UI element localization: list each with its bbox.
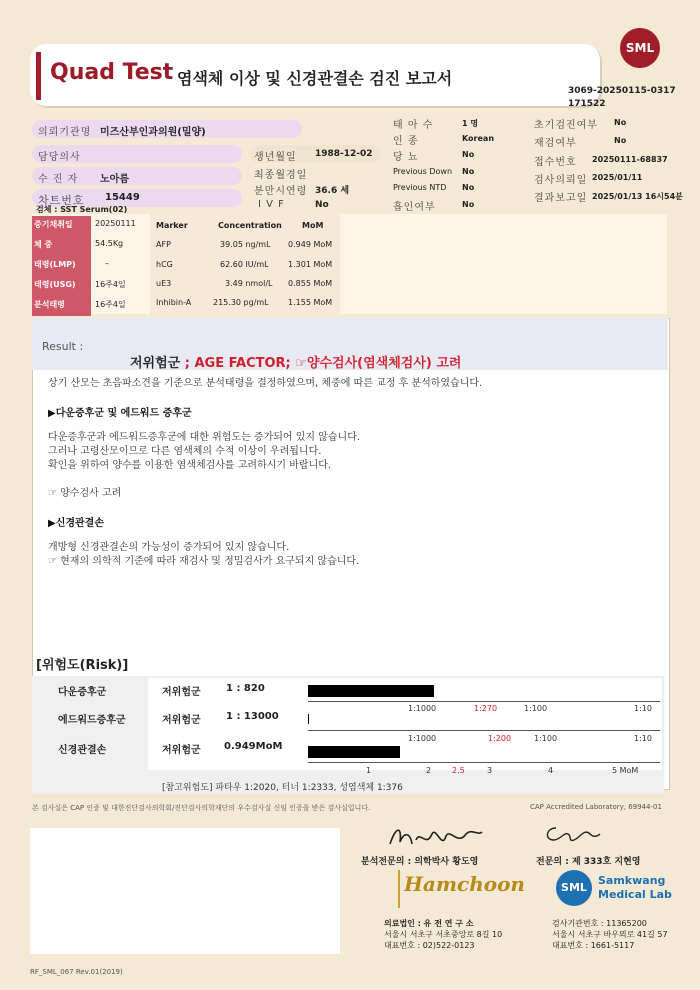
institution-value: 미즈산부인과의원(밀양) [100, 127, 206, 138]
measure-label: 분석태령 [32, 296, 91, 316]
risk-value: 1 : 820 [226, 683, 265, 694]
risk-level: 저위험군 [162, 687, 201, 698]
section-down-line-3: 확인을 위하여 양수를 이용한 염색체검사를 고려하시기 바랍니다. [48, 460, 332, 471]
measure-rows [32, 216, 150, 316]
marker-conc: 39.05 ng/mL [220, 240, 271, 249]
prevbirth-label: 최종월경일 [254, 170, 308, 181]
race-label: 인 종 [393, 136, 419, 147]
marker-mom: 1.155 MoM [288, 298, 333, 307]
mom-header: MoM [302, 221, 324, 230]
scale-label: 2 [426, 766, 432, 775]
diabetes-value: No [462, 150, 475, 159]
risk-axis [308, 730, 660, 731]
risk-value: 0.949MoM [224, 741, 283, 752]
hamchoon-logo-icon [398, 870, 400, 908]
lab2-line1: 검사기관번호 : 11365200 [552, 919, 647, 928]
risk-name: 에드워드증후군 [58, 715, 126, 726]
measure-row [32, 296, 150, 316]
samkwang-logo-text [598, 874, 672, 902]
risk-axis [308, 762, 660, 763]
marker-conc: 62.60 IU/mL [220, 260, 269, 269]
footer-cap-note: CAP Accredited Laboratory, 69944-01 [530, 803, 662, 811]
marker-conc: 215.30 pg/mL [213, 298, 269, 307]
scale-label: 1:1000 [408, 704, 437, 713]
section-down-line-1: 다운증후군과 에드워드증후군에 대한 위험도는 증가되어 있지 않습니다. [48, 432, 361, 443]
measure-value: 16주4일 [95, 300, 126, 309]
lab2-info [552, 918, 668, 951]
scale-label: 1:200 [488, 734, 512, 743]
lab2-line2: 서울시 서초구 바우뫼로 41길 57 [552, 930, 668, 939]
marker-name: Inhibin-A [156, 298, 192, 307]
scale-label: 1:10 [634, 704, 652, 713]
risk-title: [위험도(Risk)] [36, 658, 129, 673]
measure-value: 16주4일 [95, 280, 126, 289]
risk-level: 저위험군 [162, 745, 201, 756]
measure-row [32, 216, 150, 236]
institution-label: 의뢰기관명 [38, 127, 92, 138]
marker-header: Marker [156, 221, 188, 230]
reg-value: 20250111-68837 [592, 155, 668, 164]
lab1-info [384, 918, 502, 951]
samkwang-name-1: Samkwang [598, 874, 666, 887]
analyst-label: 분석전문의 : 의학박사 황도영 [361, 857, 479, 867]
reg-label: 접수번호 [534, 157, 577, 168]
measure-label: 중기채취일 [32, 216, 91, 236]
order-number-line1: 3069-20250115-0317 [568, 86, 676, 96]
measure-row [32, 256, 150, 276]
ivf-label: I V F [258, 199, 285, 210]
lab2-line3: 대표번호 : 1661-5117 [552, 941, 635, 950]
birth-label: 생년월일 [254, 152, 297, 163]
order-number [568, 85, 676, 111]
scale-label: 2.5 [452, 766, 465, 775]
ivf-value: No [315, 200, 329, 210]
lab1-line2: 서울시 서초구 서초중앙로 8길 10 [384, 930, 503, 939]
risk-name: 신경관결손 [58, 745, 107, 756]
report-date-value: 2025/01/13 16시54분 [592, 192, 683, 201]
result-label: Result : [42, 340, 84, 353]
result-headline-note: ; AGE FACTOR; ☞양수검사(염색체검사) 고려 [184, 356, 462, 371]
lab1-line1: 의료법인 : 유 전 연 구 소 [384, 919, 474, 928]
marker-name: uE3 [156, 279, 172, 288]
comment-box [30, 828, 340, 954]
first-exam-value: No [614, 118, 627, 127]
scale-label: 1:100 [524, 704, 548, 713]
result-line-1: 상기 산모는 초음파소견을 기준으로 분석태령을 결정하였으며, 체중에 따른 교정 후 분석하였습니다. [48, 378, 483, 389]
section-ntd-title: ▶신경관결손 [48, 518, 104, 529]
measure-label: 태령(LMP) [32, 256, 91, 276]
patient-name: 노아름 [100, 174, 129, 185]
smoking-label: 흡인여부 [393, 202, 436, 213]
measure-row [32, 236, 150, 256]
section-down-line-4: ☞ 양수검사 고려 [48, 488, 122, 499]
risk-level: 저위험군 [162, 715, 201, 726]
samkwang-name-2: Medical Lab [598, 888, 672, 901]
measure-label: 체 중 [32, 236, 91, 256]
scale-label: 1:1000 [408, 734, 437, 743]
retest-value: No [614, 136, 627, 145]
smoking-value: No [462, 200, 475, 209]
report-date-label: 결과보고일 [534, 193, 588, 204]
scale-label: 4 [548, 766, 554, 775]
risk-reference: [참고위험도] 파타우 1:2020, 터너 1:2333, 성염색체 1:376 [162, 783, 403, 793]
scale-label: 1:100 [534, 734, 558, 743]
fetus-value: 1 명 [462, 119, 479, 128]
chart-number: 15449 [105, 192, 140, 203]
scale-label: 1:270 [474, 704, 498, 713]
conc-header: Concentration [218, 221, 282, 230]
measure-value: – [105, 259, 109, 268]
report-title-sub: 염색체 이상 및 신경관결손 검진 보고서 [177, 69, 453, 88]
risk-bar-edwards [308, 714, 309, 724]
specialist-signature [542, 820, 602, 846]
age-value: 36.6 세 [315, 186, 350, 196]
prevntd-label: Previous NTD [393, 183, 447, 192]
form-code: RF_SML_067 Rev.01(2019) [30, 968, 123, 976]
diabetes-label: 당 뇨 [393, 152, 419, 163]
analyst-signature [386, 820, 486, 854]
measure-row [32, 276, 150, 296]
measure-label: 태령(USG) [32, 276, 91, 296]
reqdate-value: 2025/01/11 [592, 173, 643, 182]
measure-value: 20250111 [95, 219, 136, 228]
result-headline-risk: 저위험군 [130, 356, 181, 371]
patient-label: 수 진 자 [38, 174, 79, 185]
section-ntd-line-1: 개방형 신경관결손의 가능성이 증가되어 있지 않습니다. [48, 542, 290, 553]
sml-logo-icon: SML [620, 28, 660, 68]
scale-label: 1:10 [634, 734, 652, 743]
lab1-line3: 대표번호 : 02)522-0123 [384, 941, 475, 950]
reqdate-label: 검사의뢰일 [534, 175, 588, 186]
risk-value: 1 : 13000 [226, 711, 279, 722]
scale-label: 5 MoM [612, 766, 639, 775]
prevntd-value: No [462, 183, 475, 192]
marker-conc: 3.49 nmol/L [225, 279, 273, 288]
marker-mom: 0.855 MoM [288, 279, 333, 288]
marker-name: AFP [156, 240, 171, 249]
result-headline [130, 352, 461, 371]
marker-mom: 1.301 MoM [288, 260, 333, 269]
fetus-label: 태 아 수 [393, 120, 434, 131]
scale-label: 3 [487, 766, 493, 775]
marker-name: hCG [156, 260, 173, 269]
hamchoon-logo-text: Hamchoon [404, 872, 525, 896]
footer-cert-note: 본 검사실은 CAP 인증 및 대한진단검사의학회/진단검사의학재단의 우수검사실 신임 인증을 받은 검사실입니다. [32, 804, 371, 812]
section-ntd-line-2: ☞ 현재의 의학적 기준에 따라 재검사 및 정밀검사가 요구되지 않습니다. [48, 556, 360, 567]
birth-value: 1988-12-02 [315, 149, 373, 159]
specialist-label: 전문의 : 제 333호 지현영 [536, 857, 641, 867]
report-title-main: Quad Test [50, 60, 174, 85]
retest-label: 재검여부 [534, 138, 577, 149]
race-value: Korean [462, 134, 495, 143]
header-accent-bar [36, 52, 41, 100]
section-down-edwards-title: ▶다운증후군 및 에드워드 증후군 [48, 408, 192, 419]
risk-bar-ntd [308, 746, 400, 758]
prevdown-label: Previous Down [393, 167, 453, 176]
chart-label: 차트번호 [38, 194, 85, 207]
prevdown-value: No [462, 167, 475, 176]
section-down-line-2: 그러나 고령산모이므로 다른 염색체의 수적 이상이 우려됩니다. [48, 446, 322, 457]
order-number-line2: 171522 [568, 99, 606, 109]
risk-name: 다운증후군 [58, 687, 107, 698]
samkwang-logo-icon: SML [556, 870, 592, 906]
risk-bar-down [308, 685, 434, 697]
age-label: 분만시연령 [254, 186, 308, 197]
risk-axis [308, 701, 660, 702]
first-exam-label: 초기검진여부 [534, 120, 598, 131]
doctor-label: 담당의사 [38, 152, 81, 163]
marker-mom: 0.949 MoM [288, 240, 333, 249]
specimen-type: 검체 : SST Serum(02) [36, 205, 128, 214]
measure-value: 54.5Kg [95, 239, 124, 248]
scale-label: 1 [366, 766, 372, 775]
